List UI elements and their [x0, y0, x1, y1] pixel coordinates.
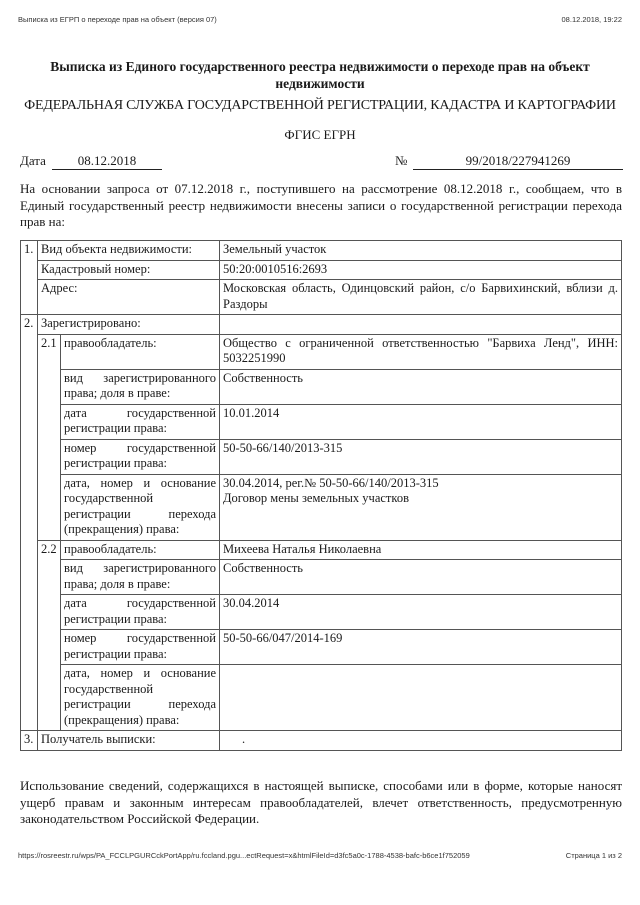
table-row — [21, 439, 622, 474]
table-row — [21, 260, 622, 280]
field-label: Зарегистрировано: — [38, 315, 220, 335]
field-label: номер государственной регистрации права: — [61, 439, 220, 474]
field-value — [220, 474, 622, 540]
date-number-row — [20, 153, 620, 171]
field-value: 10.01.2014 — [220, 404, 622, 439]
number-label: № — [395, 153, 408, 168]
field-value: Московская область, Одинцовский район, с/о Барвихинский, вблизи д. Раздоры — [220, 280, 622, 315]
field-label: вид зарегистрированного права; доля в праве: — [61, 369, 220, 404]
table-row — [21, 595, 622, 630]
field-label: дата, номер и основание государственной регистрации перехода (прекращения) права: — [61, 665, 220, 731]
print-footer-page: Страница 1 из 2 — [565, 851, 622, 860]
table-row — [21, 241, 622, 261]
print-footer-url: https://rosreestr.ru/wps/PA_FCCLPGURCckPortApp/ru.fccland.pgu...ectRequest=x&htmlFileId=d3fc5a0c-1788-4538-bafc-b6ce1f752059 — [18, 851, 470, 860]
field-value: 50-50-66/140/2013-315 — [220, 439, 622, 474]
field-label: правообладатель: — [61, 540, 220, 560]
print-footer — [18, 851, 622, 863]
table-row — [21, 369, 622, 404]
field-label: правообладатель: — [61, 334, 220, 369]
section-number: 3. — [21, 731, 38, 751]
number-value: 99/2018/227941269 — [413, 153, 623, 170]
table-row — [21, 630, 622, 665]
field-label: Получатель выписки: — [38, 731, 220, 751]
field-value: Собственность — [220, 369, 622, 404]
date-value: 08.12.2018 — [52, 153, 162, 170]
table-row — [21, 280, 622, 315]
table-row — [21, 334, 622, 369]
document-title: Выписка из Единого государственного реестра недвижимости о переходе прав на объект недвижимости — [50, 59, 590, 91]
field-value: Михеева Наталья Николаевна — [220, 540, 622, 560]
table-row — [21, 731, 622, 751]
field-label: дата, номер и основание государственной регистрации перехода (прекращения) права: — [61, 474, 220, 540]
holder-number: 2.2 — [38, 540, 61, 731]
field-value: 50:20:0010516:2693 — [220, 260, 622, 280]
print-header-datetime: 08.12.2018, 19:22 — [561, 15, 622, 24]
table-row — [21, 540, 622, 560]
table-row — [21, 665, 622, 731]
intro-paragraph: На основании запроса от 07.12.2018 г., поступившего на рассмотрение 08.12.2018 г., сообщаем, что в Единый государственный реестр недвижимости внесены записи о государственной регистрации перехода прав на: — [20, 181, 622, 229]
table-row — [21, 315, 622, 335]
print-header — [18, 15, 622, 27]
transfer-rights-table — [20, 240, 622, 751]
table-row — [21, 474, 622, 540]
field-label: Кадастровый номер: — [38, 260, 220, 280]
transfer-basis-line1: 30.04.2014, рег.№ 50-50-66/140/2013-315 — [223, 475, 439, 490]
field-label: номер государственной регистрации права: — [61, 630, 220, 665]
system-name: ФГИС ЕГРН — [284, 127, 356, 142]
holder-number: 2.1 — [38, 334, 61, 540]
field-value: 30.04.2014 — [220, 595, 622, 630]
field-value: Собственность — [220, 560, 622, 595]
field-value: Общество с ограниченной ответственностью "Барвиха Ленд", ИНН: 5032251990 — [220, 334, 622, 369]
field-value — [220, 665, 622, 731]
table-row — [21, 404, 622, 439]
field-label: дата государственной регистрации права: — [61, 404, 220, 439]
section-number: 1. — [21, 241, 38, 315]
field-label: Вид объекта недвижимости: — [38, 241, 220, 261]
liability-notice: Использование сведений, содержащихся в настоящей выписке, способами или в форме, которые наносят ущерб правам и законным интересам правообладателей, влечет ответственность, предусмотренную законодательством Российской Федерации. — [20, 778, 622, 826]
field-label: вид зарегистрированного права; доля в праве: — [61, 560, 220, 595]
field-value: 50-50-66/047/2014-169 — [220, 630, 622, 665]
field-value: Земельный участок — [220, 241, 622, 261]
agency-name: ФЕДЕРАЛЬНАЯ СЛУЖБА ГОСУДАРСТВЕННОЙ РЕГИСТРАЦИИ, КАДАСТРА И КАРТОГРАФИИ — [24, 98, 616, 113]
field-value: . — [220, 731, 622, 751]
transfer-basis-line2: Договор мены земельных участков — [223, 491, 409, 505]
field-value — [220, 315, 622, 335]
field-label: Адрес: — [38, 280, 220, 315]
field-label: дата государственной регистрации права: — [61, 595, 220, 630]
table-row — [21, 560, 622, 595]
section-number: 2. — [21, 315, 38, 731]
print-header-title: Выписка из ЕГРП о переходе прав на объект (версия 07) — [18, 15, 217, 24]
date-label: Дата — [20, 153, 46, 168]
